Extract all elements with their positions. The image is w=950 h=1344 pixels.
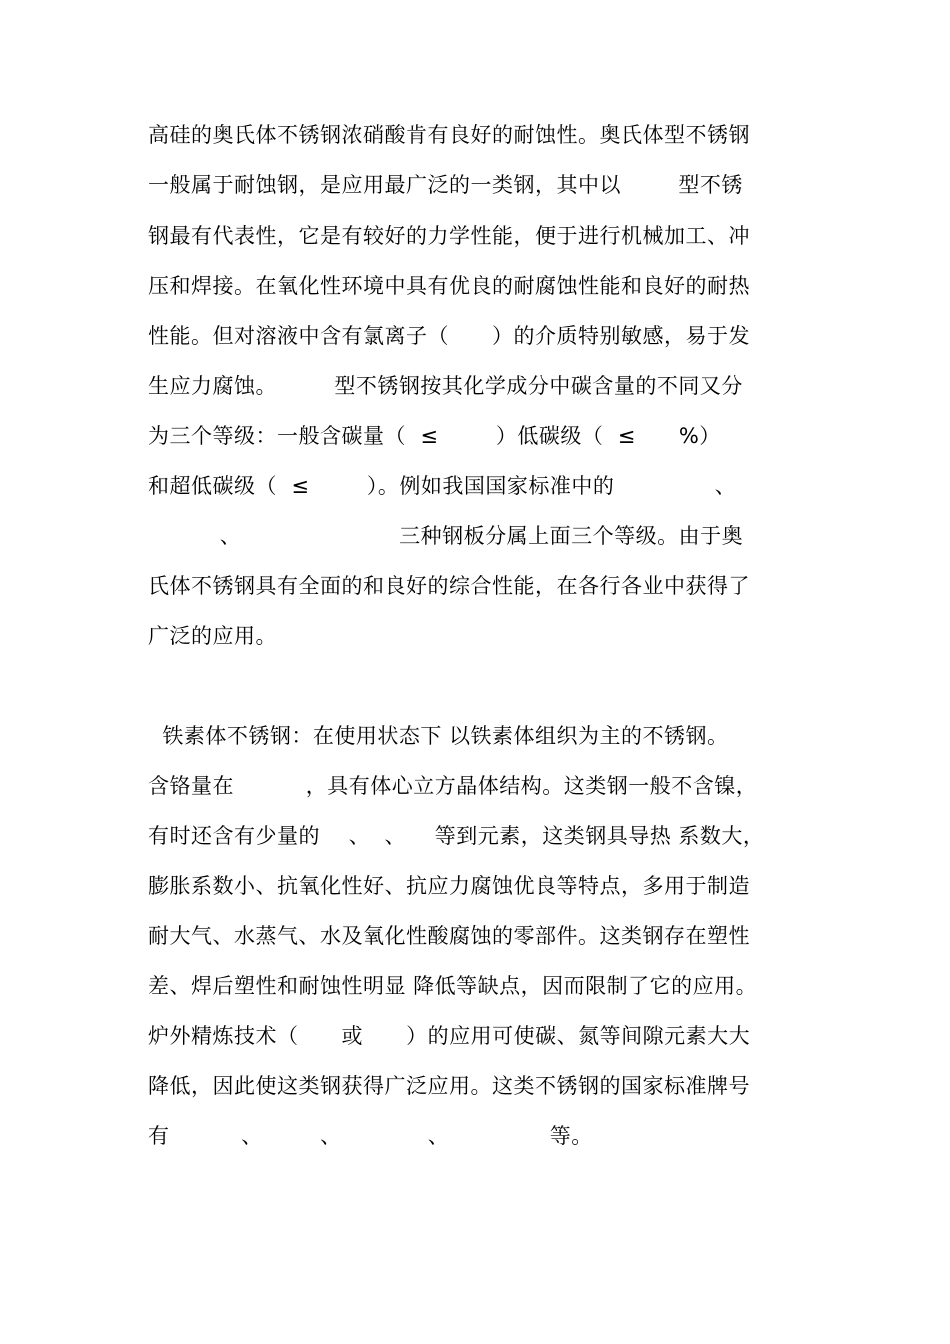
text-line: 和超低碳级（ ≤ ）。例如我国国家标准中的 、 xyxy=(148,474,737,498)
text-line: 有 、 、 、 等。 xyxy=(148,1124,593,1148)
text-line: 铁素体不锈钢：在使用状态下 以铁素体组织为主的不锈钢。 xyxy=(148,724,729,748)
text-line: 膨胀系数小、抗氧化性好、抗应力腐蚀优良等特点，多用于制造 xyxy=(148,874,750,898)
text-line: 生应力腐蚀。 型不锈钢按其化学成分中碳含量的不同又分 xyxy=(148,374,743,398)
text-line: 含铬量在 ，具有体心立方晶体结构。这类钢一般不含镍， xyxy=(148,774,758,798)
text-line: 性能。但对溶液中含有氯离子（ ）的介质特别敏感，易于发 xyxy=(148,324,751,348)
text-line: 压和焊接。在氧化性环境中具有优良的耐腐蚀性能和良好的耐热 xyxy=(148,274,750,298)
text-line: 有时还含有少量的 、 、 等到元素，这类钢具导热 系数大， xyxy=(148,824,765,848)
text-line: 耐大气、水蒸气、水及氧化性酸腐蚀的零部件。这类钢存在塑性 xyxy=(148,924,750,948)
text-line: 钢最有代表性，它是有较好的力学性能，便于进行机械加工、冲 xyxy=(148,224,750,248)
text-line: 降低，因此使这类钢获得广泛应用。这类不锈钢的国家标准牌号 xyxy=(148,1074,750,1098)
text-line: 为三个等级：一般含碳量（ ≤ ）低碳级（ ≤ %） xyxy=(148,424,721,448)
text-line: 广泛的应用。 xyxy=(148,624,277,648)
text-line: 炉外精炼技术（ 或 ）的应用可使碳、氮等间隙元素大大 xyxy=(148,1024,751,1048)
text-line: 高硅的奥氏体不锈钢浓硝酸肯有良好的耐蚀性。奥氏体型不锈钢 xyxy=(148,123,750,147)
text-line: 、 三种钢板分属上面三个等级。由于奥 xyxy=(148,524,744,548)
text-line: 差、焊后塑性和耐蚀性明显 降低等缺点，因而限制了它的应用。 xyxy=(148,974,758,998)
text-line: 一般属于耐蚀钢，是应用最广泛的一类钢，其中以 型不锈 xyxy=(148,173,743,197)
text-line: 氏体不锈钢具有全面的和良好的综合性能，在各行各业中获得了 xyxy=(148,574,750,598)
